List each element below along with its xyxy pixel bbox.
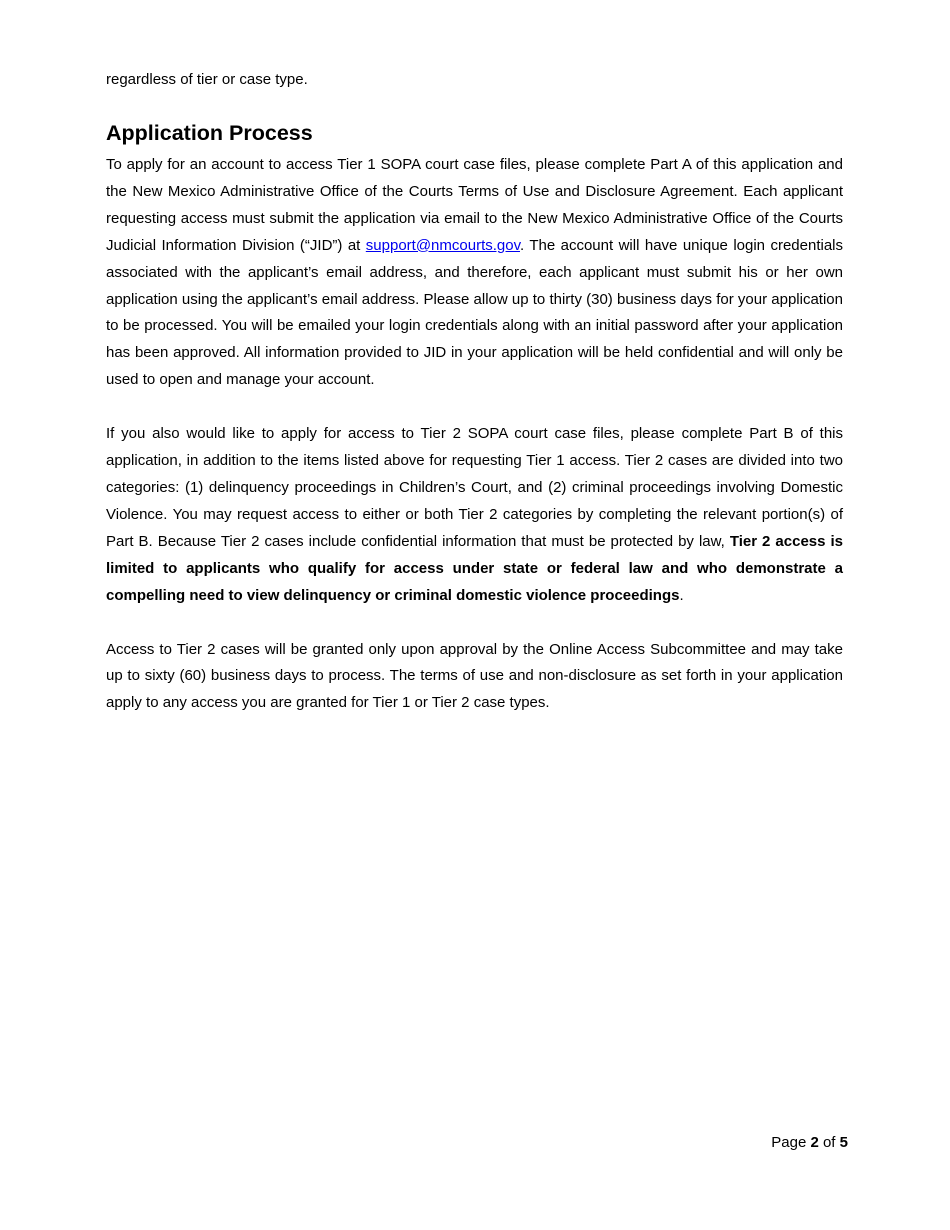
paragraph-tier2-bold: Tier 2 access is limited to applicants who qualify for access under state or federal law and who demonstrate a compelling need to view delinquency or criminal domestic violence proceedings bbox=[106, 532, 843, 604]
of-word: of bbox=[818, 1134, 840, 1151]
paragraph-approval: Access to Tier 2 cases will be granted only upon approval by the Online Access Subcommittee and may take up to sixty (60) business days to process. The terms of use and non-disclosure as set forth in your application apply to any access you are granted for Tier 1 or Tier 2 case types. bbox=[106, 640, 843, 712]
paragraph-tier1-text-before: To apply for an account to access Tier 1 SOPA court case files, please complete Part A of this application and the New Mexico Administrative Office of the Courts Terms of Use and Disclosure Agreement. Each applicant requesting access must submit the application via email to the New Mexico Administrative Office of the Courts Judicial Information Division (“JID”) at bbox=[106, 156, 843, 254]
total-pages-number: 5 bbox=[839, 1134, 848, 1151]
current-page-number: 2 bbox=[810, 1134, 819, 1151]
paragraph-tier2 bbox=[106, 421, 843, 609]
page-number-footer bbox=[771, 1133, 848, 1153]
paragraph-tier2-text: If you also would like to apply for access to Tier 2 SOPA court case files, please complete Part B of this application, in addition to the items listed above for requesting Tier 1 access. Tier 2 cases are divided into two categories: (1) delinquency proceedings in Children’s Court, and (2) criminal proceedings involving Domestic Violence. You may request access to either or both Tier 2 categories by completing the relevant portion(s) of Part B. Because Tier 2 cases include confidential information that must be protected by law, bbox=[106, 425, 843, 550]
page-content bbox=[106, 66, 843, 744]
paragraph-tier1-text-after: . The account will have unique login credentials associated with the applicant’s email address, and therefore, each applicant must submit his or her own application using the applicant’s email address. Please allow up to thirty (30) business days for your application to be processed. You will be emailed your login credentials along with an initial password after your application has been approved. All information provided to JID in your application will be held confidential and will only be used to open and manage your account. bbox=[106, 236, 844, 389]
carryover-text: regardless of tier or case type. bbox=[106, 71, 308, 88]
page-word: Page bbox=[771, 1134, 811, 1151]
paragraph-tier2-end: . bbox=[679, 586, 684, 604]
section-heading: Application Process bbox=[106, 121, 313, 145]
paragraph-tier1 bbox=[106, 152, 843, 394]
support-email-link[interactable]: support@nmcourts.gov bbox=[365, 236, 520, 254]
